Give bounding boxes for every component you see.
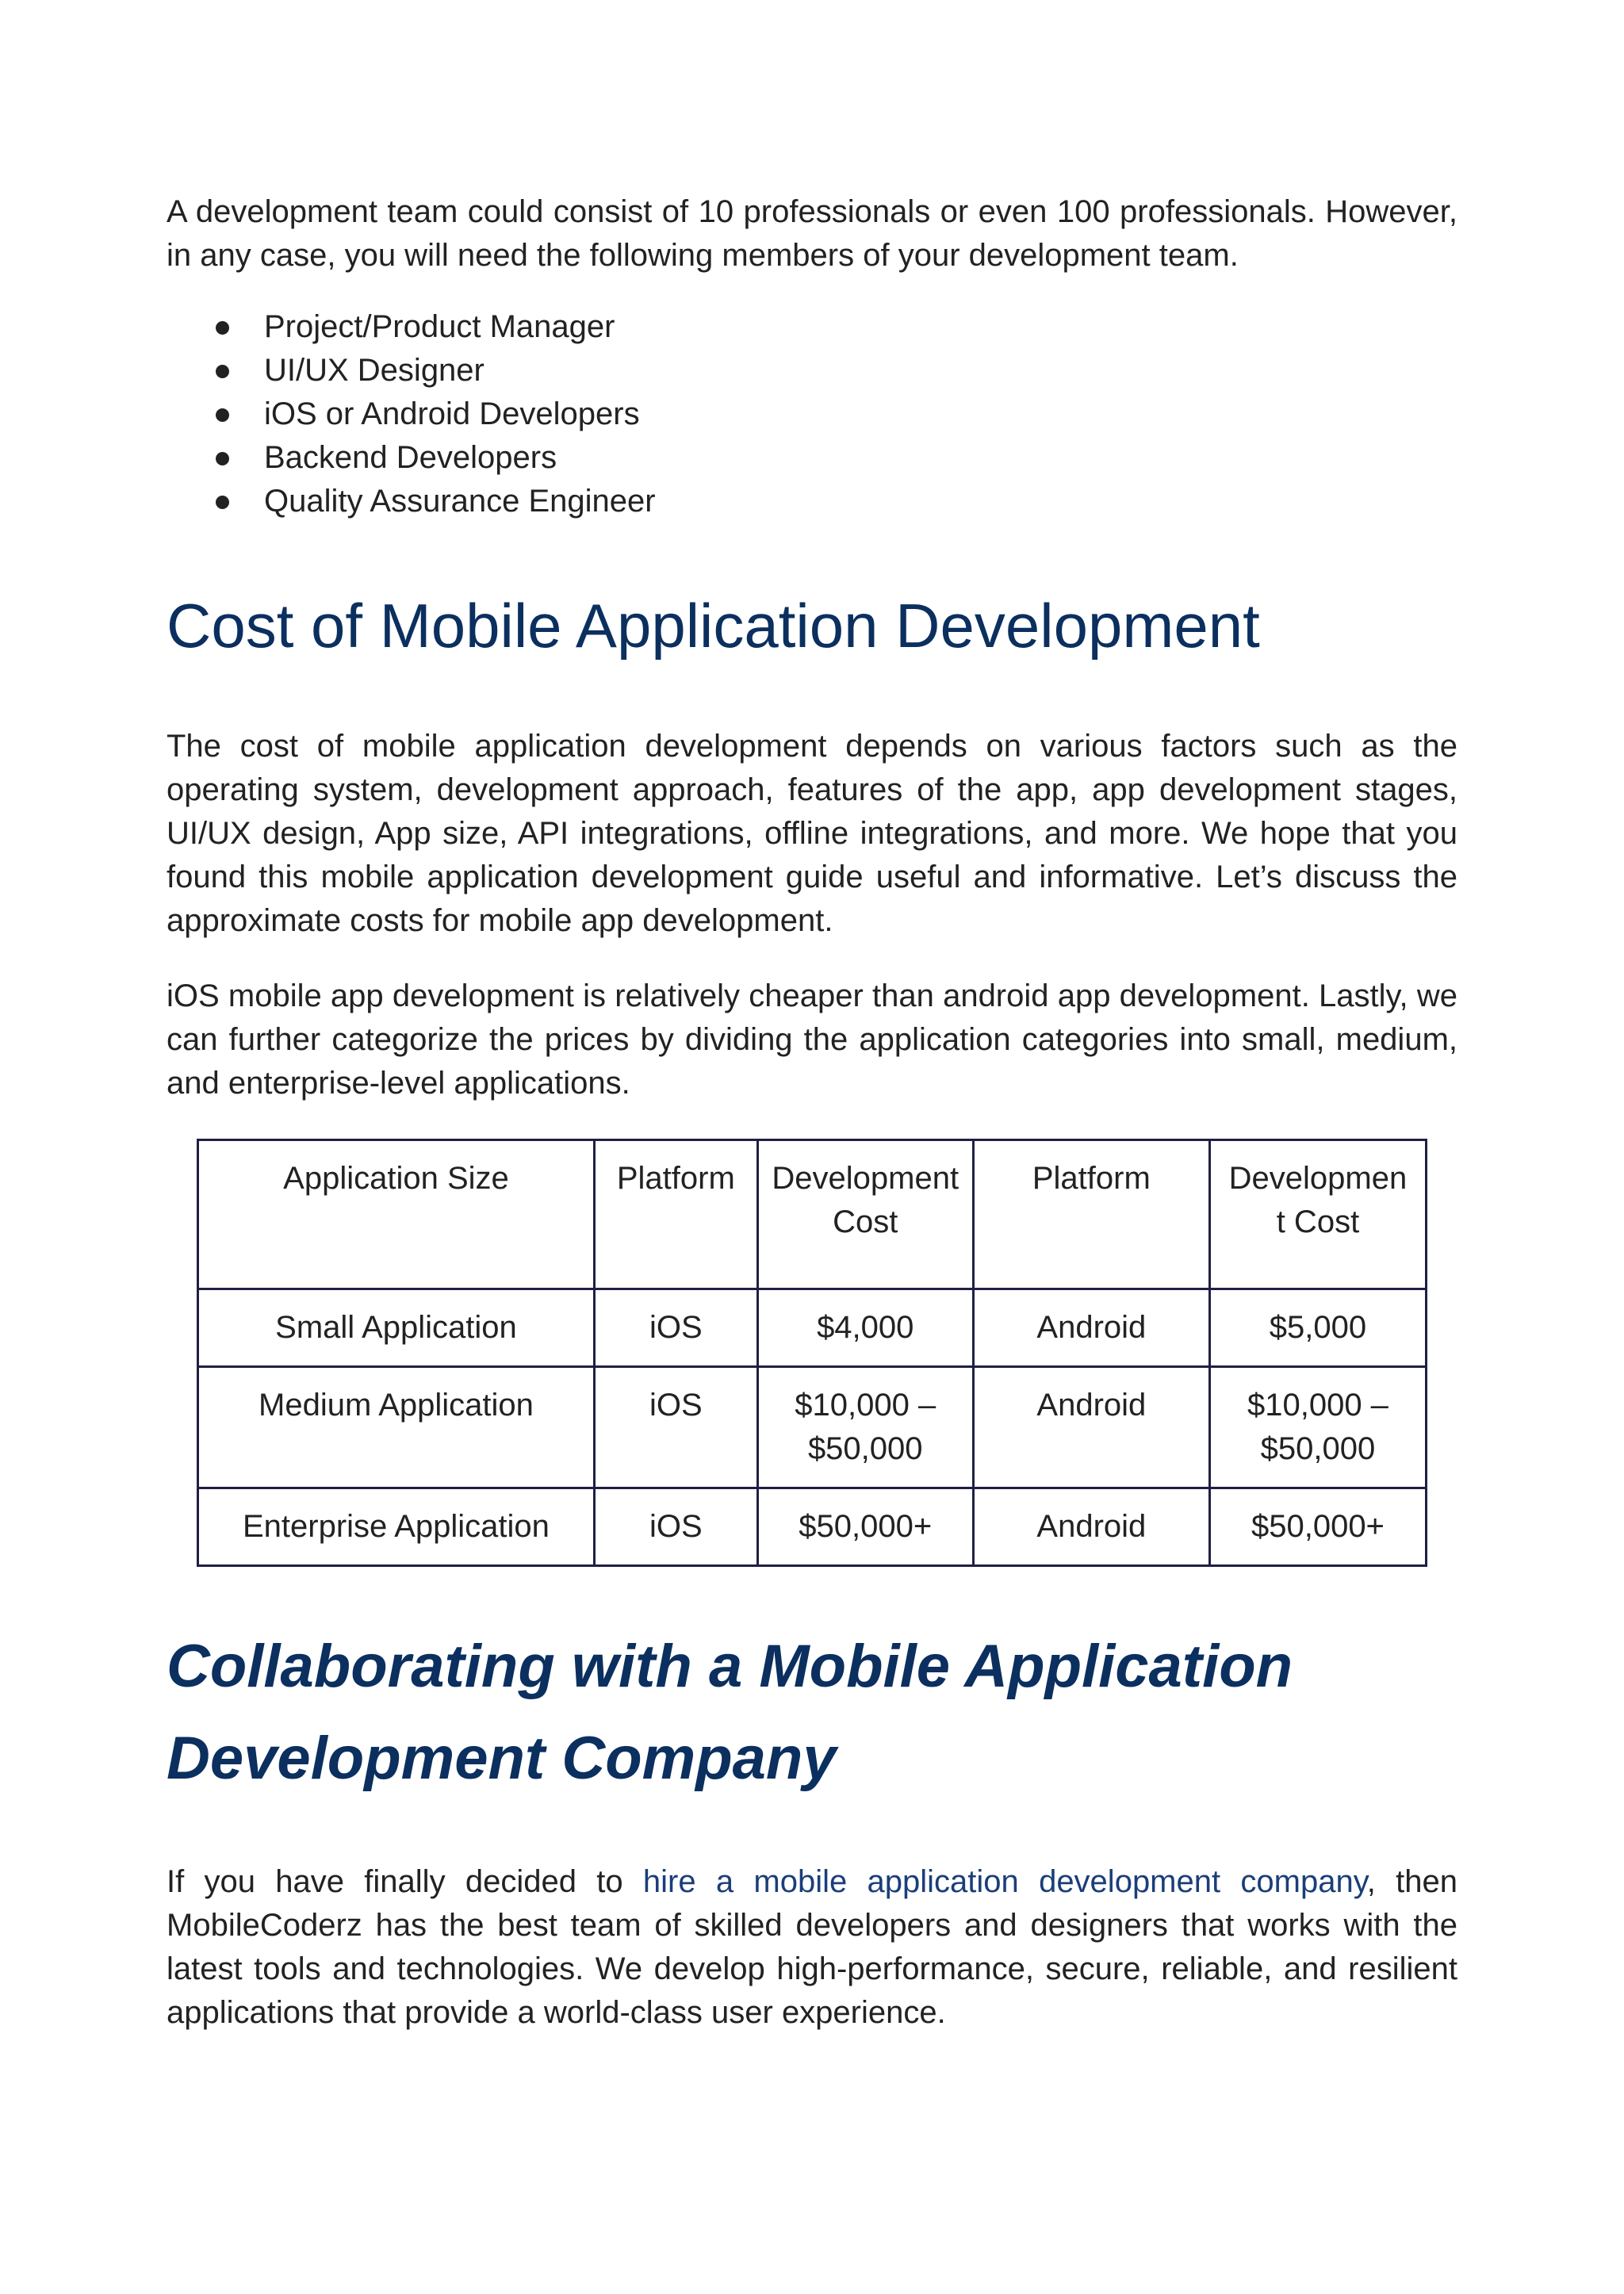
collab-text-after-link: , then MobileCoderz has the best team of skilled developers and designers that works with the latest tools and technologies. We develop high-performance, secure, reliable, and resilient applications that provide a world-class user experience. — [167, 1864, 1457, 2030]
list-item — [167, 349, 1457, 393]
table-cell: iOS — [594, 1289, 757, 1367]
cost-section-heading: Cost of Mobile Application Development — [167, 591, 1260, 661]
table-cell: iOS — [594, 1367, 757, 1488]
bullet-icon — [216, 496, 229, 509]
bullet-icon — [216, 408, 229, 422]
column-header-application-size: Application Size — [198, 1140, 595, 1289]
hire-company-link[interactable]: hire a mobile application development company — [642, 1864, 1367, 1899]
table-cell: Small Application — [198, 1289, 595, 1367]
document-page — [167, 190, 1457, 2035]
collab-section-heading: Collaborating with a Mobile Application Development Company — [167, 1633, 1293, 1792]
cost-paragraph-2: iOS mobile app development is relatively cheaper than android app development. Lastly, we can further categorize the prices by dividing the application categories into small, medium, and enterprise-level applications. — [167, 978, 1457, 1101]
cost-paragraph-1: The cost of mobile application development depends on various factors such as the operating system, development approach, features of the app, app development stages, UI/UX design, App size, API integrations, offline integrations, and more. We hope that you found this mobile application development guide useful and informative. Let’s discuss the approximate costs for mobile app development. — [167, 729, 1457, 938]
list-item-label: Quality Assurance Engineer — [264, 484, 656, 519]
collab-paragraph — [167, 1860, 1457, 2035]
table-cell: Enterprise Application — [198, 1488, 595, 1566]
list-item-label: iOS or Android Developers — [264, 396, 640, 431]
column-header-platform: Platform — [594, 1140, 757, 1289]
table-header-row — [198, 1140, 1427, 1289]
table-row — [198, 1367, 1427, 1488]
list-item-label: Backend Developers — [264, 440, 557, 475]
cost-table — [197, 1139, 1427, 1567]
collab-text-before-link: If you have finally decided to — [167, 1864, 643, 1899]
column-header-development-cost: Developmen t Cost — [1209, 1140, 1426, 1289]
table-cell: Medium Application — [198, 1367, 595, 1488]
bullet-icon — [216, 365, 229, 378]
column-header-development-cost: Development Cost — [757, 1140, 973, 1289]
table-cell: Android — [973, 1289, 1209, 1367]
table-cell: $50,000+ — [1209, 1488, 1426, 1566]
table-cell: Android — [973, 1367, 1209, 1488]
list-item — [167, 436, 1457, 480]
table-cell: $5,000 — [1209, 1289, 1426, 1367]
list-item — [167, 305, 1457, 349]
table-cell: iOS — [594, 1488, 757, 1566]
table-row — [198, 1289, 1427, 1367]
table-row — [198, 1488, 1427, 1566]
intro-paragraph: A development team could consist of 10 professionals or even 100 professionals. However, in any case, you will need the following members of your development team. — [167, 194, 1457, 273]
column-header-platform: Platform — [973, 1140, 1209, 1289]
list-item — [167, 480, 1457, 523]
bullet-icon — [216, 452, 229, 465]
bullet-icon — [216, 321, 229, 335]
list-item — [167, 393, 1457, 436]
list-item-label: Project/Product Manager — [264, 309, 615, 344]
list-item-label: UI/UX Designer — [264, 353, 485, 388]
table-cell: $10,000 – $50,000 — [1209, 1367, 1426, 1488]
team-members-list — [167, 305, 1457, 523]
table-cell: $10,000 – $50,000 — [757, 1367, 973, 1488]
table-cell: Android — [973, 1488, 1209, 1566]
table-cell: $4,000 — [757, 1289, 973, 1367]
table-cell: $50,000+ — [757, 1488, 973, 1566]
